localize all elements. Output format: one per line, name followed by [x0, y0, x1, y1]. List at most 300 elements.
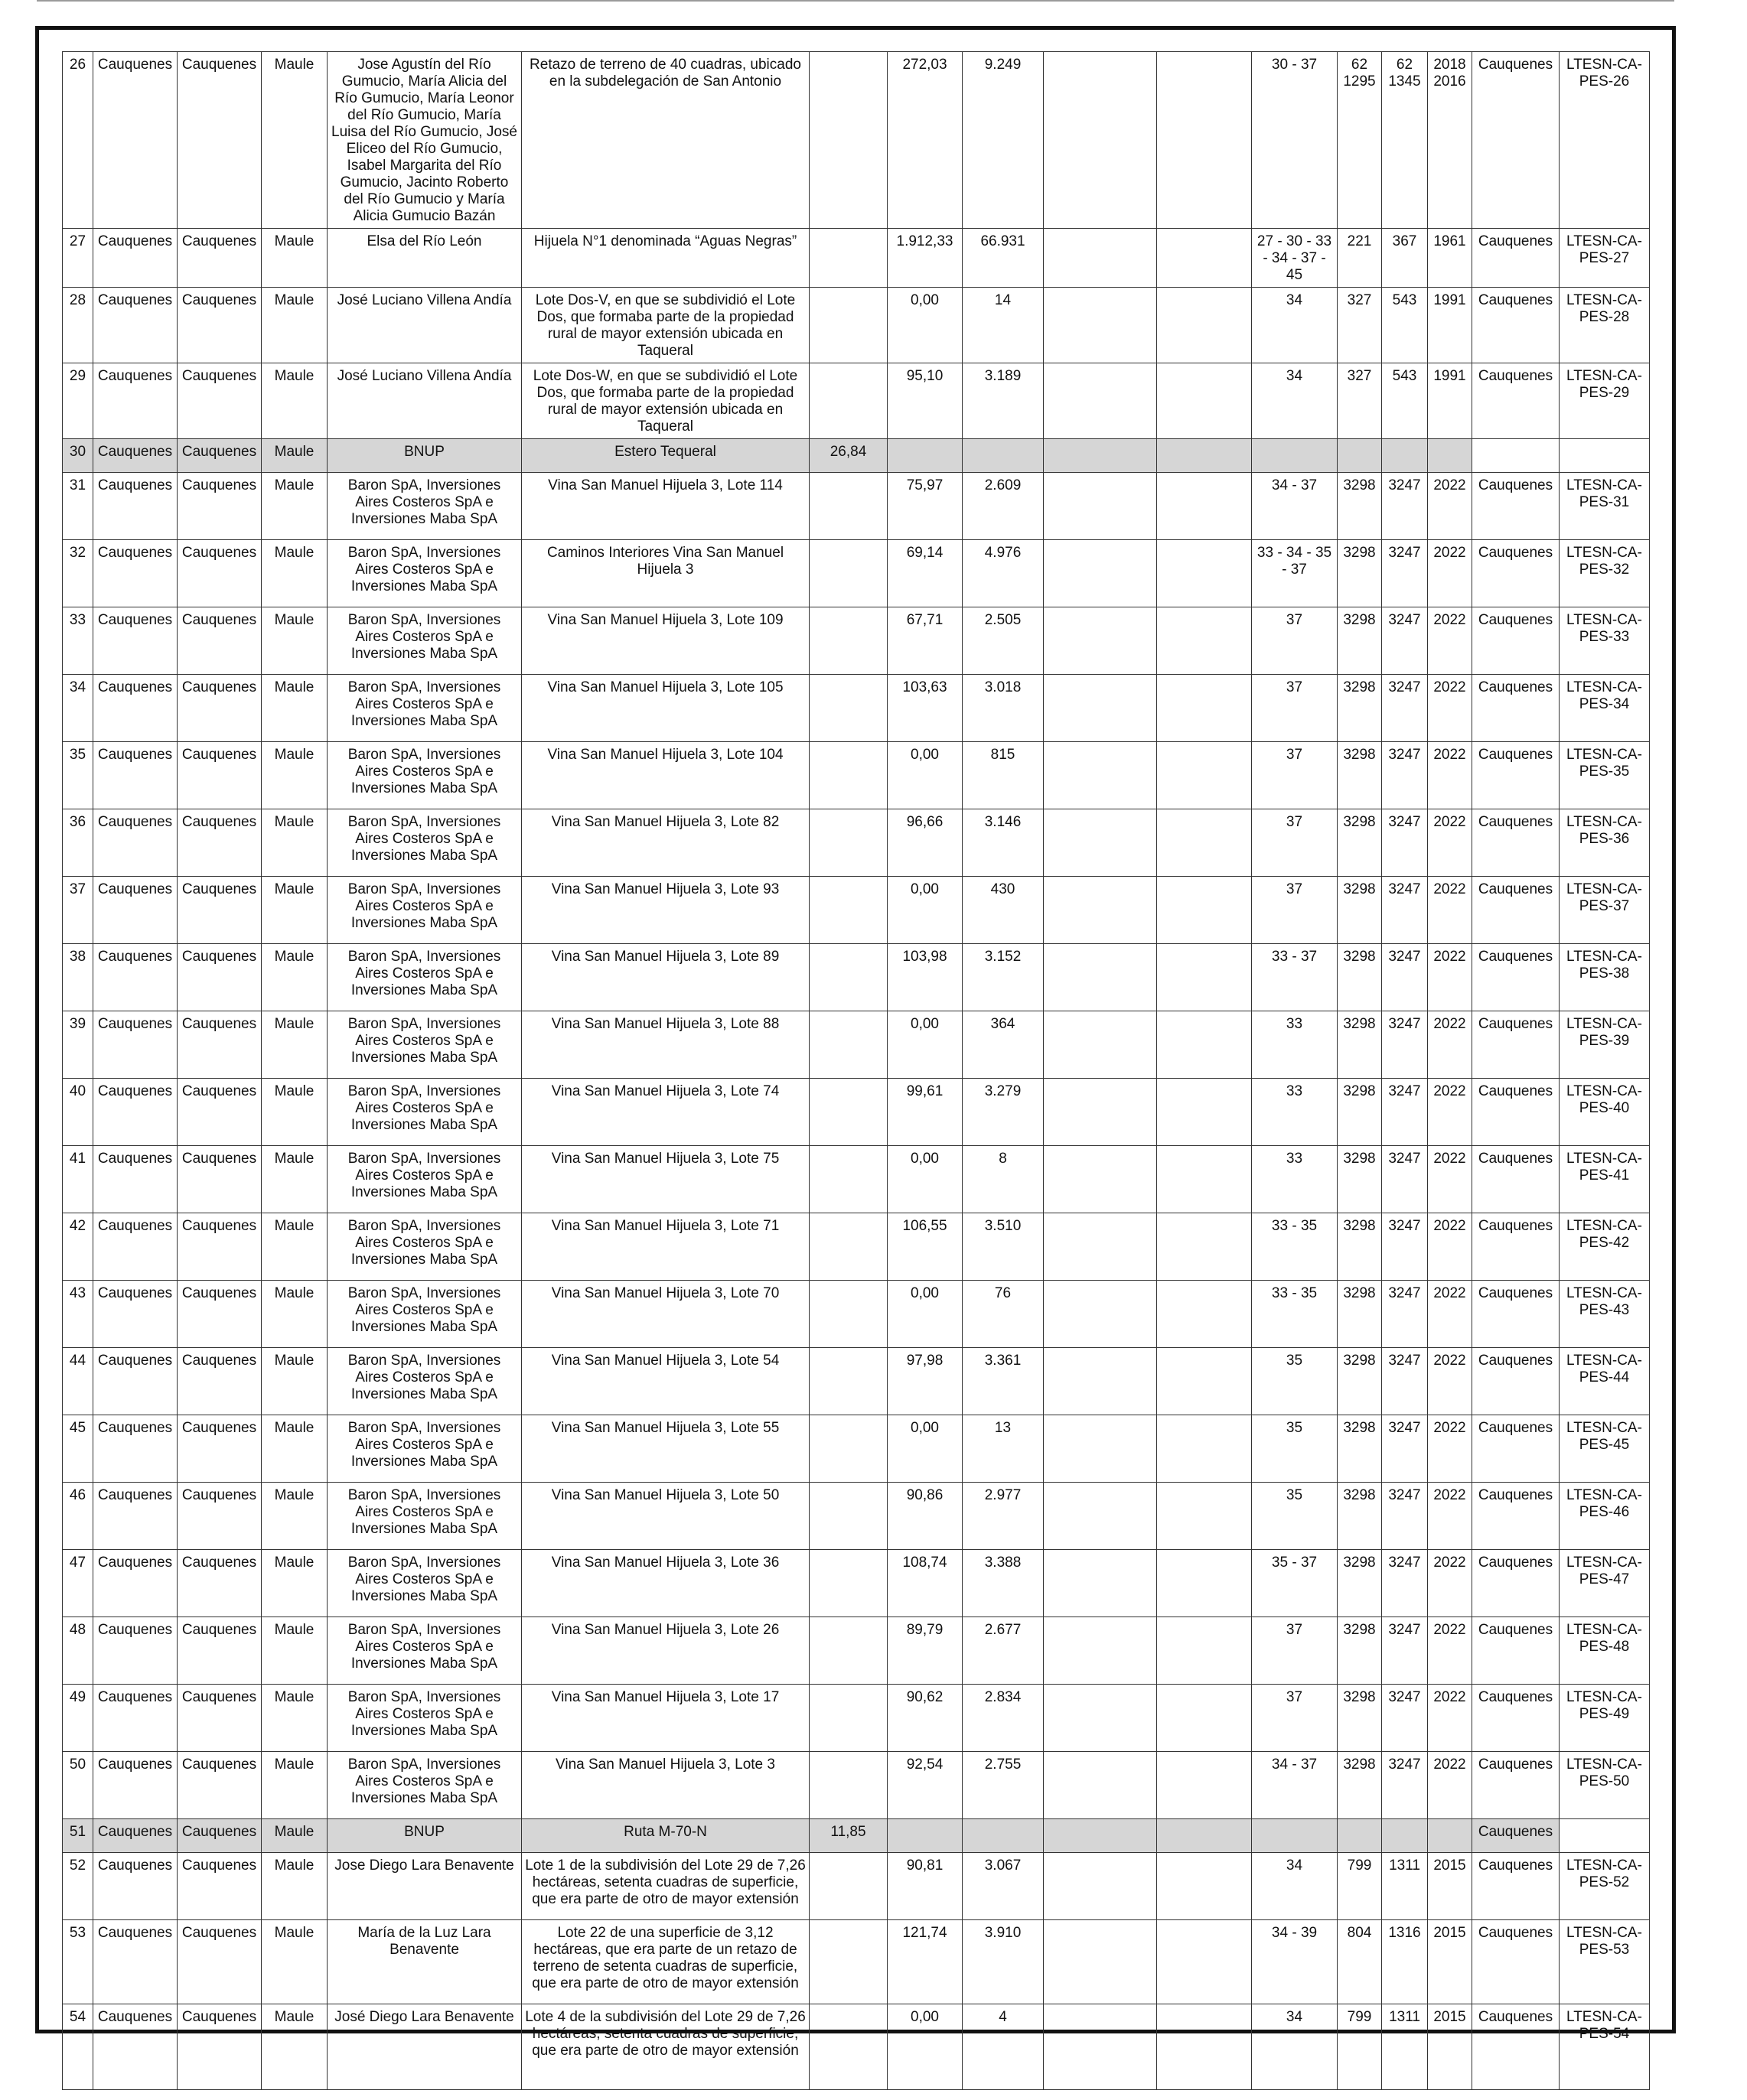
row-number: 52: [63, 1853, 93, 1920]
easement-area-cell: 3.018: [963, 675, 1044, 742]
property-description-cell: Vina San Manuel Hijuela 3, Lote 82: [522, 809, 810, 877]
owner-cell: Baron SpA, Inversiones Aires Costeros SpA e Inversiones Maba SpA: [328, 1685, 522, 1752]
property-description-cell: Vina San Manuel Hijuela 3, Lote 50: [522, 1483, 810, 1550]
owner-cell: Baron SpA, Inversiones Aires Costeros SpA e Inversiones Maba SpA: [328, 742, 522, 809]
affected-area-cell: 90,86: [888, 1483, 963, 1550]
owner-cell: José Diego Lara Benavente: [328, 2004, 522, 2090]
property-description-cell: Vina San Manuel Hijuela 3, Lote 36: [522, 1550, 810, 1617]
vertex-cell: 34: [1252, 288, 1338, 363]
registry-office-cell: Cauquenes: [1472, 1011, 1560, 1079]
table-row: [63, 1819, 1650, 1853]
commune-cell: Cauquenes: [178, 288, 262, 363]
row-number: 53: [63, 1920, 93, 2004]
property-description-cell: Estero Tequeral: [522, 439, 810, 473]
affected-area-cell: 99,61: [888, 1079, 963, 1146]
owner-cell: Baron SpA, Inversiones Aires Costeros SpA e Inversiones Maba SpA: [328, 1483, 522, 1550]
table-row: [63, 1920, 1650, 2004]
row-number: 32: [63, 540, 93, 607]
blank-column-a: [1044, 1853, 1157, 1920]
vertex-cell: 35: [1252, 1415, 1338, 1483]
row-number: 27: [63, 229, 93, 288]
registry-office-cell: Cauquenes: [1472, 229, 1560, 288]
commune-cell: Cauquenes: [178, 1819, 262, 1853]
owner-cell: Baron SpA, Inversiones Aires Costeros SpA e Inversiones Maba SpA: [328, 1146, 522, 1213]
easement-area-cell: 3.067: [963, 1853, 1044, 1920]
plan-code-cell: LTESN-CA-PES-49: [1560, 1685, 1650, 1752]
commune-cell: Cauquenes: [178, 1920, 262, 2004]
fojas-cell: 3298: [1338, 1752, 1382, 1819]
row-number: 36: [63, 809, 93, 877]
vertex-cell: 34 - 37: [1252, 473, 1338, 540]
blank-column-b: [1157, 52, 1252, 229]
province-cell: Cauquenes: [93, 675, 178, 742]
fojas-cell: 327: [1338, 288, 1382, 363]
bnup-area-cell: [810, 2004, 888, 2090]
easement-area-cell: 3.510: [963, 1213, 1044, 1281]
province-cell: Cauquenes: [93, 439, 178, 473]
registry-year-cell: 2022: [1428, 1550, 1472, 1617]
blank-column-b: [1157, 1415, 1252, 1483]
fojas-cell: 3298: [1338, 1483, 1382, 1550]
blank-column-b: [1157, 1011, 1252, 1079]
easement-area-cell: 2.677: [963, 1617, 1044, 1685]
blank-column-b: [1157, 675, 1252, 742]
row-number: 51: [63, 1819, 93, 1853]
registry-number-cell: 3247: [1382, 742, 1428, 809]
row-number: 26: [63, 52, 93, 229]
property-description-cell: Vina San Manuel Hijuela 3, Lote 55: [522, 1415, 810, 1483]
registry-number-cell: 1316: [1382, 1920, 1428, 2004]
easement-area-cell: 3.146: [963, 809, 1044, 877]
plan-code-cell: LTESN-CA-PES-37: [1560, 877, 1650, 944]
blank-column-b: [1157, 1617, 1252, 1685]
fojas-cell: 3298: [1338, 877, 1382, 944]
registry-office-cell: Cauquenes: [1472, 1415, 1560, 1483]
plan-code-cell: LTESN-CA-PES-43: [1560, 1281, 1650, 1348]
commune-cell: Cauquenes: [178, 229, 262, 288]
registry-number-cell: 3247: [1382, 877, 1428, 944]
property-table: [62, 51, 1650, 2090]
table-row: [63, 742, 1650, 809]
commune-cell: Cauquenes: [178, 2004, 262, 2090]
affected-area-cell: [888, 439, 963, 473]
table-row: [63, 229, 1650, 288]
blank-column-a: [1044, 877, 1157, 944]
property-description-cell: Caminos Interiores Vina San Manuel Hijuela 3: [522, 540, 810, 607]
fojas-cell: 3298: [1338, 675, 1382, 742]
registry-office-cell: Cauquenes: [1472, 809, 1560, 877]
table-row: [63, 1415, 1650, 1483]
province-cell: Cauquenes: [93, 1920, 178, 2004]
table-row: [63, 1011, 1650, 1079]
row-number: 30: [63, 439, 93, 473]
region-cell: Maule: [262, 1348, 328, 1415]
owner-cell: BNUP: [328, 439, 522, 473]
affected-area-cell: 0,00: [888, 2004, 963, 2090]
commune-cell: Cauquenes: [178, 1752, 262, 1819]
bnup-area-cell: [810, 229, 888, 288]
fojas-cell: 3298: [1338, 473, 1382, 540]
registry-number-cell: 3247: [1382, 1752, 1428, 1819]
registry-office-cell: Cauquenes: [1472, 1617, 1560, 1685]
vertex-cell: 33: [1252, 1079, 1338, 1146]
easement-area-cell: 8: [963, 1146, 1044, 1213]
bnup-area-cell: [810, 473, 888, 540]
commune-cell: Cauquenes: [178, 1617, 262, 1685]
blank-column-a: [1044, 1819, 1157, 1853]
registry-year-cell: 2022: [1428, 809, 1472, 877]
blank-column-a: [1044, 473, 1157, 540]
affected-area-cell: 103,63: [888, 675, 963, 742]
region-cell: Maule: [262, 1819, 328, 1853]
province-cell: Cauquenes: [93, 809, 178, 877]
registry-number-cell: [1382, 439, 1428, 473]
registry-office-cell: Cauquenes: [1472, 1483, 1560, 1550]
registry-year-cell: 2022: [1428, 1011, 1472, 1079]
fojas-cell: 3298: [1338, 1146, 1382, 1213]
vertex-cell: 37: [1252, 877, 1338, 944]
blank-column-b: [1157, 1819, 1252, 1853]
blank-column-a: [1044, 1011, 1157, 1079]
commune-cell: Cauquenes: [178, 1079, 262, 1146]
region-cell: Maule: [262, 944, 328, 1011]
registry-office-cell: Cauquenes: [1472, 675, 1560, 742]
commune-cell: Cauquenes: [178, 439, 262, 473]
commune-cell: Cauquenes: [178, 1483, 262, 1550]
region-cell: Maule: [262, 229, 328, 288]
registry-year-cell: 2022: [1428, 1685, 1472, 1752]
plan-code-cell: LTESN-CA-PES-35: [1560, 742, 1650, 809]
easement-area-cell: 2.609: [963, 473, 1044, 540]
owner-cell: Jose Agustín del Río Gumucio, María Alicia del Río Gumucio, María Leonor del Río Gumucio, María Luisa del Río Gumucio, José Eliceo del Río Gumucio, Isabel Margarita del Río Gumucio, Jacinto Roberto del Río Gumucio y María Alicia Gumucio Bazán: [328, 52, 522, 229]
plan-code-cell: [1560, 1819, 1650, 1853]
registry-number-cell: [1382, 1819, 1428, 1853]
table-row: [63, 439, 1650, 473]
registry-number-cell: 3247: [1382, 1079, 1428, 1146]
easement-area-cell: 815: [963, 742, 1044, 809]
bnup-area-cell: [810, 1011, 888, 1079]
property-description-cell: Vina San Manuel Hijuela 3, Lote 17: [522, 1685, 810, 1752]
owner-cell: Elsa del Río León: [328, 229, 522, 288]
table-row: [63, 1348, 1650, 1415]
easement-area-cell: 2.755: [963, 1752, 1044, 1819]
bnup-area-cell: [810, 1920, 888, 2004]
registry-office-cell: Cauquenes: [1472, 607, 1560, 675]
vertex-cell: 34: [1252, 363, 1338, 439]
fojas-cell: 804: [1338, 1920, 1382, 2004]
affected-area-cell: 69,14: [888, 540, 963, 607]
easement-area-cell: [963, 1819, 1044, 1853]
owner-cell: Baron SpA, Inversiones Aires Costeros SpA e Inversiones Maba SpA: [328, 1079, 522, 1146]
blank-column-b: [1157, 1146, 1252, 1213]
affected-area-cell: 272,03: [888, 52, 963, 229]
blank-column-b: [1157, 1550, 1252, 1617]
blank-column-a: [1044, 1146, 1157, 1213]
affected-area-cell: 108,74: [888, 1550, 963, 1617]
owner-cell: Baron SpA, Inversiones Aires Costeros SpA e Inversiones Maba SpA: [328, 1550, 522, 1617]
easement-area-cell: 3.910: [963, 1920, 1044, 2004]
bnup-area-cell: [810, 540, 888, 607]
blank-column-a: [1044, 809, 1157, 877]
bnup-area-cell: [810, 1617, 888, 1685]
affected-area-cell: 121,74: [888, 1920, 963, 2004]
bnup-area-cell: [810, 52, 888, 229]
vertex-cell: 37: [1252, 1685, 1338, 1752]
easement-area-cell: 9.249: [963, 52, 1044, 229]
affected-area-cell: 75,97: [888, 473, 963, 540]
province-cell: Cauquenes: [93, 1685, 178, 1752]
registry-year-cell: 1991: [1428, 363, 1472, 439]
registry-office-cell: Cauquenes: [1472, 1752, 1560, 1819]
affected-area-cell: 103,98: [888, 944, 963, 1011]
owner-cell: Baron SpA, Inversiones Aires Costeros SpA e Inversiones Maba SpA: [328, 473, 522, 540]
plan-code-cell: LTESN-CA-PES-44: [1560, 1348, 1650, 1415]
easement-area-cell: 3.189: [963, 363, 1044, 439]
commune-cell: Cauquenes: [178, 877, 262, 944]
row-number: 50: [63, 1752, 93, 1819]
registry-year-cell: 2022: [1428, 1281, 1472, 1348]
property-description-cell: Vina San Manuel Hijuela 3, Lote 26: [522, 1617, 810, 1685]
registry-year-cell: 2022: [1428, 1752, 1472, 1819]
bnup-area-cell: [810, 742, 888, 809]
registry-year-cell: 2022: [1428, 1146, 1472, 1213]
property-description-cell: Vina San Manuel Hijuela 3, Lote 75: [522, 1146, 810, 1213]
owner-cell: Baron SpA, Inversiones Aires Costeros SpA e Inversiones Maba SpA: [328, 607, 522, 675]
registry-office-cell: Cauquenes: [1472, 1146, 1560, 1213]
property-description-cell: Vina San Manuel Hijuela 3, Lote 109: [522, 607, 810, 675]
fojas-cell: 62 1295: [1338, 52, 1382, 229]
region-cell: Maule: [262, 288, 328, 363]
property-description-cell: Retazo de terreno de 40 cuadras, ubicado en la subdelegación de San Antonio: [522, 52, 810, 229]
affected-area-cell: 0,00: [888, 1146, 963, 1213]
commune-cell: Cauquenes: [178, 675, 262, 742]
blank-column-b: [1157, 439, 1252, 473]
blank-column-a: [1044, 363, 1157, 439]
commune-cell: Cauquenes: [178, 1853, 262, 1920]
property-table-container: [62, 51, 1649, 2090]
table-row: [63, 809, 1650, 877]
fojas-cell: 799: [1338, 1853, 1382, 1920]
region-cell: Maule: [262, 1550, 328, 1617]
row-number: 49: [63, 1685, 93, 1752]
easement-area-cell: 3.152: [963, 944, 1044, 1011]
vertex-cell: 33: [1252, 1146, 1338, 1213]
table-row: [63, 363, 1650, 439]
blank-column-a: [1044, 1415, 1157, 1483]
blank-column-a: [1044, 1483, 1157, 1550]
owner-cell: Baron SpA, Inversiones Aires Costeros SpA e Inversiones Maba SpA: [328, 1617, 522, 1685]
registry-number-cell: 3247: [1382, 675, 1428, 742]
row-number: 34: [63, 675, 93, 742]
registry-number-cell: 543: [1382, 363, 1428, 439]
affected-area-cell: 90,62: [888, 1685, 963, 1752]
registry-year-cell: 2022: [1428, 473, 1472, 540]
blank-column-a: [1044, 1213, 1157, 1281]
property-description-cell: Vina San Manuel Hijuela 3, Lote 74: [522, 1079, 810, 1146]
vertex-cell: 33 - 35: [1252, 1213, 1338, 1281]
blank-column-b: [1157, 473, 1252, 540]
registry-office-cell: Cauquenes: [1472, 1348, 1560, 1415]
affected-area-cell: 0,00: [888, 1281, 963, 1348]
registry-office-cell: Cauquenes: [1472, 52, 1560, 229]
vertex-cell: 35: [1252, 1483, 1338, 1550]
fojas-cell: 3298: [1338, 1011, 1382, 1079]
region-cell: Maule: [262, 473, 328, 540]
blank-column-b: [1157, 1213, 1252, 1281]
row-number: 40: [63, 1079, 93, 1146]
affected-area-cell: 0,00: [888, 1415, 963, 1483]
blank-column-b: [1157, 1483, 1252, 1550]
easement-area-cell: [963, 439, 1044, 473]
affected-area-cell: 0,00: [888, 1011, 963, 1079]
blank-column-a: [1044, 1079, 1157, 1146]
table-row: [63, 607, 1650, 675]
plan-code-cell: LTESN-CA-PES-26: [1560, 52, 1650, 229]
registry-office-cell: Cauquenes: [1472, 1853, 1560, 1920]
commune-cell: Cauquenes: [178, 1213, 262, 1281]
plan-code-cell: LTESN-CA-PES-54: [1560, 2004, 1650, 2090]
affected-area-cell: 90,81: [888, 1853, 963, 1920]
blank-column-b: [1157, 877, 1252, 944]
registry-office-cell: Cauquenes: [1472, 1213, 1560, 1281]
easement-area-cell: 2.977: [963, 1483, 1044, 1550]
registry-year-cell: 2022: [1428, 540, 1472, 607]
plan-code-cell: LTESN-CA-PES-42: [1560, 1213, 1650, 1281]
vertex-cell: 35 - 37: [1252, 1550, 1338, 1617]
easement-area-cell: 4: [963, 2004, 1044, 2090]
plan-code-cell: LTESN-CA-PES-31: [1560, 473, 1650, 540]
affected-area-cell: [888, 1819, 963, 1853]
registry-year-cell: 2022: [1428, 1415, 1472, 1483]
fojas-cell: 3298: [1338, 1079, 1382, 1146]
registry-number-cell: 3247: [1382, 1213, 1428, 1281]
easement-area-cell: 3.279: [963, 1079, 1044, 1146]
commune-cell: Cauquenes: [178, 809, 262, 877]
bnup-area-cell: [810, 363, 888, 439]
commune-cell: Cauquenes: [178, 944, 262, 1011]
fojas-cell: 3298: [1338, 1348, 1382, 1415]
registry-number-cell: 62 1345: [1382, 52, 1428, 229]
affected-area-cell: 95,10: [888, 363, 963, 439]
row-number: 38: [63, 944, 93, 1011]
easement-area-cell: 76: [963, 1281, 1044, 1348]
blank-column-a: [1044, 540, 1157, 607]
blank-column-a: [1044, 1920, 1157, 2004]
region-cell: Maule: [262, 439, 328, 473]
blank-column-a: [1044, 439, 1157, 473]
registry-year-cell: 2022: [1428, 1079, 1472, 1146]
registry-number-cell: 1311: [1382, 1853, 1428, 1920]
owner-cell: Baron SpA, Inversiones Aires Costeros SpA e Inversiones Maba SpA: [328, 675, 522, 742]
fojas-cell: 3298: [1338, 1617, 1382, 1685]
affected-area-cell: 92,54: [888, 1752, 963, 1819]
owner-cell: Baron SpA, Inversiones Aires Costeros SpA e Inversiones Maba SpA: [328, 809, 522, 877]
property-description-cell: Vina San Manuel Hijuela 3, Lote 54: [522, 1348, 810, 1415]
bnup-area-cell: [810, 675, 888, 742]
table-row: [63, 2004, 1650, 2090]
region-cell: Maule: [262, 607, 328, 675]
registry-office-cell: Cauquenes: [1472, 944, 1560, 1011]
table-row: [63, 1281, 1650, 1348]
easement-area-cell: 3.361: [963, 1348, 1044, 1415]
row-number: 41: [63, 1146, 93, 1213]
property-description-cell: Vina San Manuel Hijuela 3, Lote 71: [522, 1213, 810, 1281]
easement-area-cell: 2.834: [963, 1685, 1044, 1752]
registry-number-cell: 3247: [1382, 1550, 1428, 1617]
registry-year-cell: 2022: [1428, 877, 1472, 944]
province-cell: Cauquenes: [93, 473, 178, 540]
owner-cell: Baron SpA, Inversiones Aires Costeros SpA e Inversiones Maba SpA: [328, 1415, 522, 1483]
commune-cell: Cauquenes: [178, 473, 262, 540]
bnup-area-cell: 11,85: [810, 1819, 888, 1853]
registry-number-cell: 367: [1382, 229, 1428, 288]
plan-code-cell: [1560, 439, 1650, 473]
affected-area-cell: 89,79: [888, 1617, 963, 1685]
table-row: [63, 877, 1650, 944]
bnup-area-cell: [810, 809, 888, 877]
property-description-cell: Vina San Manuel Hijuela 3, Lote 89: [522, 944, 810, 1011]
fojas-cell: 327: [1338, 363, 1382, 439]
region-cell: Maule: [262, 1281, 328, 1348]
province-cell: Cauquenes: [93, 1011, 178, 1079]
bnup-area-cell: [810, 1483, 888, 1550]
commune-cell: Cauquenes: [178, 540, 262, 607]
registry-number-cell: 543: [1382, 288, 1428, 363]
registry-number-cell: 3247: [1382, 607, 1428, 675]
registry-office-cell: Cauquenes: [1472, 1079, 1560, 1146]
bnup-area-cell: [810, 944, 888, 1011]
owner-cell: Baron SpA, Inversiones Aires Costeros SpA e Inversiones Maba SpA: [328, 1348, 522, 1415]
province-cell: Cauquenes: [93, 1079, 178, 1146]
property-description-cell: Hijuela N°1 denominada “Aguas Negras”: [522, 229, 810, 288]
registry-year-cell: 2022: [1428, 742, 1472, 809]
registry-year-cell: 2022: [1428, 1617, 1472, 1685]
blank-column-a: [1044, 52, 1157, 229]
region-cell: Maule: [262, 877, 328, 944]
blank-column-a: [1044, 1550, 1157, 1617]
province-cell: Cauquenes: [93, 1853, 178, 1920]
region-cell: Maule: [262, 52, 328, 229]
owner-cell: Baron SpA, Inversiones Aires Costeros SpA e Inversiones Maba SpA: [328, 540, 522, 607]
province-cell: Cauquenes: [93, 288, 178, 363]
commune-cell: Cauquenes: [178, 1415, 262, 1483]
fojas-cell: 3298: [1338, 1213, 1382, 1281]
registry-office-cell: Cauquenes: [1472, 1550, 1560, 1617]
table-row: [63, 1079, 1650, 1146]
plan-code-cell: LTESN-CA-PES-33: [1560, 607, 1650, 675]
registry-office-cell: Cauquenes: [1472, 1685, 1560, 1752]
province-cell: Cauquenes: [93, 540, 178, 607]
plan-code-cell: LTESN-CA-PES-32: [1560, 540, 1650, 607]
region-cell: Maule: [262, 809, 328, 877]
vertex-cell: 34 - 39: [1252, 1920, 1338, 2004]
property-description-cell: Lote 22 de una superficie de 3,12 hectáreas, que era parte de un retazo de terreno de setenta cuadras de superficie, que era parte de otro de mayor extensión: [522, 1920, 810, 2004]
affected-area-cell: 1.912,33: [888, 229, 963, 288]
bnup-area-cell: [810, 1550, 888, 1617]
registry-office-cell: Cauquenes: [1472, 1920, 1560, 2004]
row-number: 48: [63, 1617, 93, 1685]
registry-year-cell: 2015: [1428, 1920, 1472, 2004]
region-cell: Maule: [262, 742, 328, 809]
registry-year-cell: [1428, 439, 1472, 473]
region-cell: Maule: [262, 1617, 328, 1685]
plan-code-cell: LTESN-CA-PES-53: [1560, 1920, 1650, 2004]
registry-number-cell: 3247: [1382, 1146, 1428, 1213]
blank-column-b: [1157, 1920, 1252, 2004]
plan-code-cell: LTESN-CA-PES-48: [1560, 1617, 1650, 1685]
top-rule: [37, 0, 1674, 2]
plan-code-cell: LTESN-CA-PES-50: [1560, 1752, 1650, 1819]
